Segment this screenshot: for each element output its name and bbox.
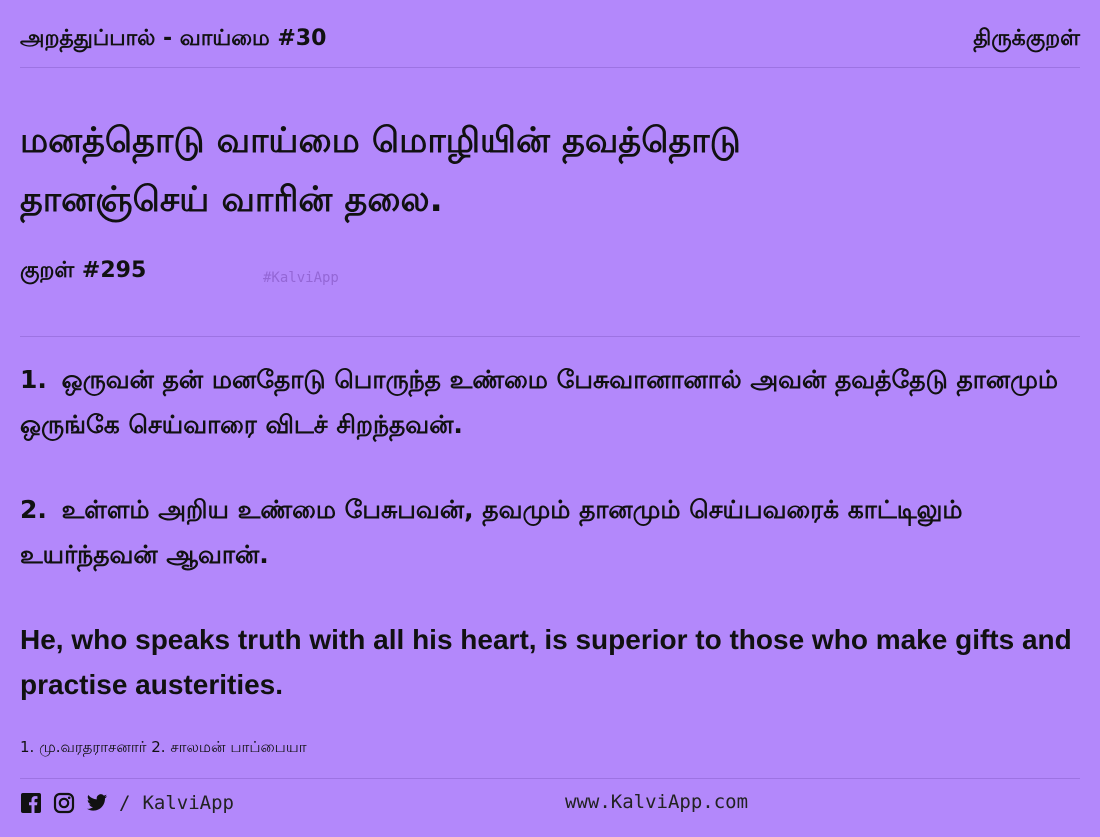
brand-name[interactable]: KalviApp: [142, 792, 234, 814]
footer-separator: /: [119, 792, 131, 814]
page: [20, 0, 1080, 837]
footer: [20, 786, 1080, 820]
website-link[interactable]: www.KalviApp.com: [565, 791, 749, 813]
explanation-1: [20, 357, 1080, 447]
explanation-text: உள்ளம் அறிய உண்மை பேசுபவன், தவமும் தானமும் செய்பவரைக் காட்டிலும் உயர்ந்தவன் ஆவான்.: [20, 495, 963, 569]
content-divider: [20, 336, 1080, 337]
explanation-number: 2.: [20, 495, 47, 524]
explanation-text: ஒருவன் தன் மனதோடு பொருந்த உண்மை பேசுவானானால் அவன் தவத்தேடு தானமும் ஒருங்கே செய்வாரை விடச் சிறந்தவன்.: [20, 365, 1058, 439]
kural-line-1: மனத்தொடு வாய்மை மொழியின் தவத்தொடு: [20, 121, 741, 161]
kural-verse: [20, 112, 1080, 230]
header-divider: [20, 67, 1080, 68]
book-title: திருக்குறள்: [973, 26, 1080, 51]
header: [20, 22, 1080, 62]
section-title: அறத்துப்பால் - வாய்மை #30: [20, 26, 327, 51]
credits: 1. மு.வரதராசனார் 2. சாலமன் பாப்பையா: [20, 738, 307, 756]
kural-meta: [20, 258, 1080, 292]
facebook-icon[interactable]: [20, 792, 42, 814]
hashtag: #KalviApp: [263, 270, 339, 286]
social-links: [20, 792, 234, 814]
kural-line-2: தானஞ்செய் வாரின் தலை.: [20, 180, 443, 220]
explanation-number: 1.: [20, 365, 47, 394]
instagram-icon[interactable]: [53, 792, 75, 814]
kural-number: குறள் #295: [20, 258, 147, 283]
explanation-2: [20, 487, 1080, 577]
twitter-icon[interactable]: [86, 792, 108, 814]
english-translation: He, who speaks truth with all his heart, is superior to those who make gifts and practise austerities.: [20, 624, 1072, 700]
footer-divider: [20, 778, 1080, 779]
